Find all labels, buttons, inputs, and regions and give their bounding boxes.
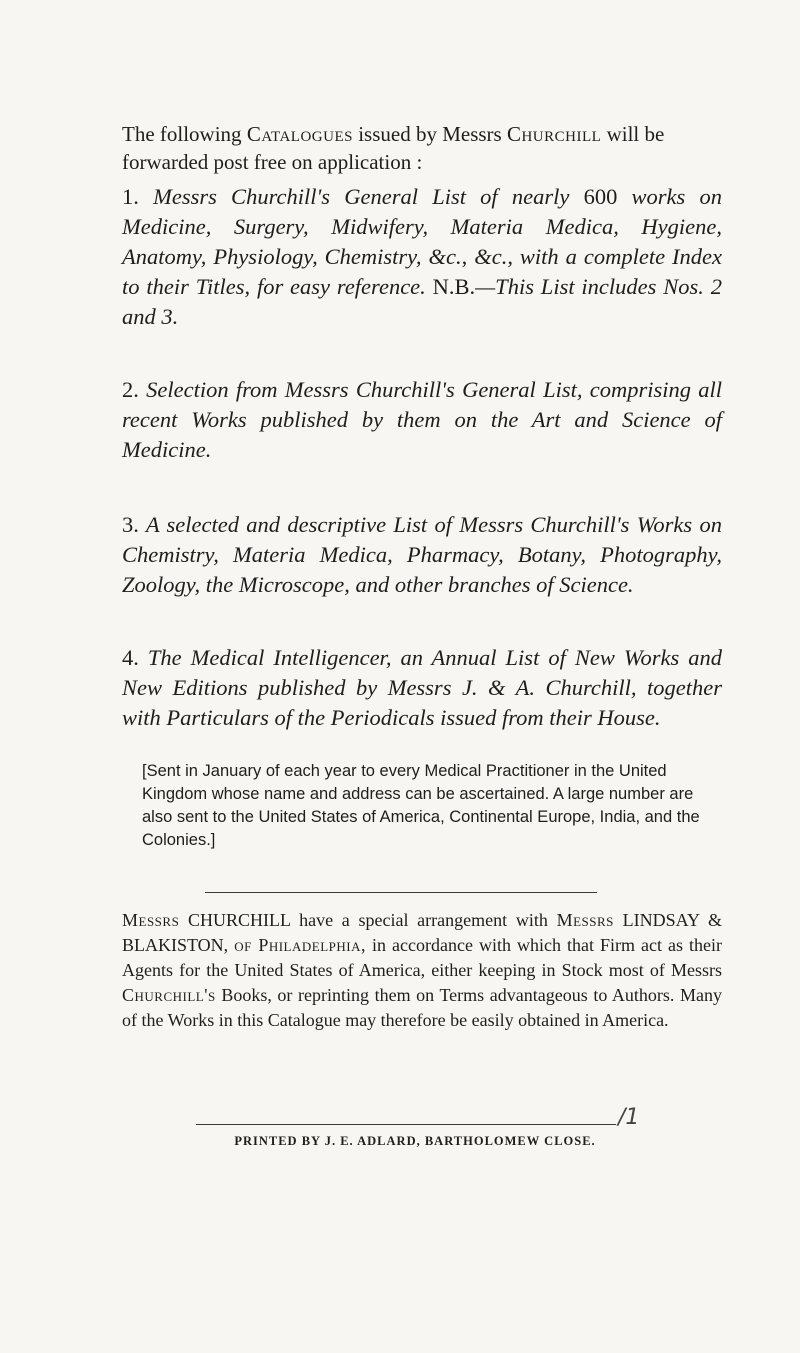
agency-messrs-1: Messrs: [122, 910, 180, 930]
footer-divider: [196, 1124, 616, 1125]
item-number: 4.: [122, 645, 139, 670]
distribution-note: [Sent in January of each year to every Medical Practitioner in the United Kingdom whose name and address can be ascertained. A large number are also sent to the United States of America, Continental Europe, India, and the Colonies.]: [142, 762, 700, 849]
intro-pre: The following: [122, 122, 242, 146]
printer-imprint: PRINTED BY J. E. ADLARD, BARTHOLOMEW CLOSE.: [234, 1134, 596, 1148]
agency-churchills: Churchill's: [122, 985, 216, 1005]
catalogue-item-2: [122, 375, 722, 465]
item-number: 2.: [122, 377, 139, 402]
item-text: Selection from Messrs Churchill's General List, comprising all recent Works published by them on the Art and Science of Medicine.: [122, 377, 722, 462]
agency-text-1: have a special arrangement with: [299, 910, 548, 930]
item-count: 600: [583, 184, 618, 209]
agency-churchill: CHURCHILL: [188, 910, 291, 930]
intro-paragraph: [122, 120, 722, 176]
intro-catalogues: Catalogues: [246, 122, 353, 146]
agency-of-philadelphia: of Philadelphia,: [234, 935, 366, 955]
catalogue-item-3: [122, 510, 722, 600]
item-text-b: works on Medicine, Surgery, Midwifery, Materia Medica, Hygiene, Anatomy, Physiology, Chemistry, &c., &c., with a complete Index to their Titles, for easy reference.: [122, 184, 723, 299]
intro-mid: issued by Messrs: [358, 122, 502, 146]
agency-messrs-2: Messrs: [556, 910, 614, 930]
agency-text-2: in accordance with which that Firm act as their Agents for the United States of America, either keeping in Stock most of Messrs: [122, 935, 722, 980]
intro-post: will be forwarded post free on application :: [122, 122, 665, 174]
item-text: The Medical Intelligencer, an Annual List of New Works and New Editions published by Messrs J. & A. Churchill, together with Particulars of the Periodicals issued from their House.: [122, 645, 723, 730]
catalogue-item-1: [122, 182, 722, 332]
item-text-a: Messrs Churchill's General List of nearly: [153, 184, 570, 209]
item-number: 3.: [122, 512, 139, 537]
item-text: A selected and descriptive List of Messrs Churchill's Works on Chemistry, Materia Medica, Pharmacy, Botany, Photography, Zoology, the Microscope, and other branches of Science.: [122, 512, 723, 597]
section-divider: [205, 892, 597, 893]
agency-text-3: Books, or reprinting them on Terms advantageous to Authors. Many of the Works in this Catalogue may therefore be easily obtained in America.: [122, 985, 723, 1030]
handwritten-mark: /1: [618, 1105, 640, 1130]
catalogue-item-4: [122, 643, 722, 733]
item-nb: N.B.: [432, 274, 476, 299]
item-number: 1.: [122, 184, 139, 209]
item-text-c: —This List includes Nos. 2 and 3.: [122, 274, 723, 329]
agency-lindsay-blakiston: LINDSAY & BLAKISTON,: [122, 910, 723, 955]
agency-paragraph: [122, 908, 722, 1033]
intro-churchill: Churchill: [506, 122, 602, 146]
